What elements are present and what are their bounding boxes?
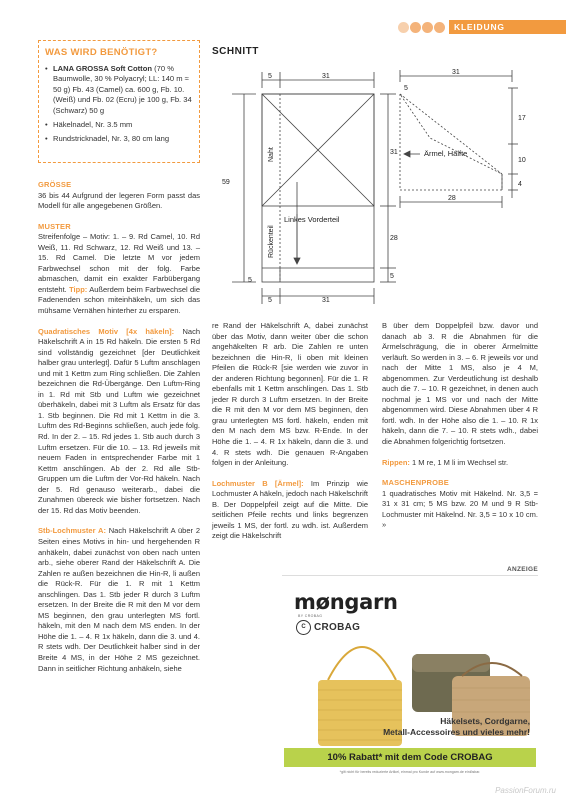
maschen-title: MASCHENPROBE <box>382 478 449 488</box>
col3-paragraph: B über dem Doppelpfeil bzw. davor und danach ab 3. R die Abnahmen für die Ärmelschrägung, die in oberer Ärmelmitte verläuft. So werden in 3. – 6. R jeweils vor und nach der Mitte 1 MS, also je 4 M, abgenommen. Zur Verdeutlichung ist deshalb auch die 7. – 10. R gezeichnet, in denen auch nochmal je 1 MS vor und nach der Mitte abgenommen wird. Diese Abnahmen über 4 R fortl. wdh. In der Höhe also die 1. – 10. R 1x häkeln, dann die 7. – 10. R stets wdh., dabei die Abnahmen folgerichtig fortsetzen. <box>382 321 538 447</box>
schnitt-diagram <box>212 62 530 312</box>
dim-label: 4 <box>518 181 522 188</box>
dim-label: 5 <box>268 297 272 304</box>
page-dot <box>398 22 409 33</box>
tipp-text: Außerdem beim Farbwechsel die Fadenenden schon miteinhäkeln, um sich das mühsame Vernähen hinterher zu ersparen. <box>38 284 200 316</box>
dim-label: 5 <box>268 73 272 80</box>
watermark: PassionForum.ru <box>495 786 556 795</box>
rippen-text: 1 M re, 1 M li im Wechsel str. <box>409 457 509 467</box>
seam-label: Naht <box>268 147 275 162</box>
garment-outline <box>262 94 374 282</box>
dim-label: 5 <box>404 85 408 92</box>
rippen-label: Rippen: <box>382 457 410 467</box>
ad-brand-sub: BY CROBAG <box>298 614 323 618</box>
materials-item-text: Häkelnadel, Nr. 3.5 mm <box>53 120 133 130</box>
bag-handle <box>328 647 396 680</box>
schnitt-title: SCHNITT <box>212 46 259 57</box>
dim-label: 28 <box>448 195 456 202</box>
tipp-label: Tipp: <box>69 284 88 294</box>
dim-label: 59 <box>222 179 230 186</box>
page-dot <box>410 22 421 33</box>
advertisement[interactable] <box>282 575 538 780</box>
ad-fineprint: *gilt nicht für bereits reduzierte Artikel, einmal pro Kunde auf www.mongarn.de einlösbar. <box>339 770 481 774</box>
groesse-section <box>38 180 200 212</box>
lochb-title: Lochmuster B [Ärmel]: <box>212 478 304 488</box>
maschenprobe-section <box>382 478 538 531</box>
stbl-text: Nach Häkelschrift A über 2 Seiten eines Motivs in hin- und hergehenden R anhäkeln, dabei zunächst von oben nach unten arb., siehe oberer Rand der Häkelschrift A. Die Zahlen re außen bezeichnen die Hin-R, li außen die Rück-R. Für die 1. R mit 1 Kettm anschlingen. Das 1. Stb jeder R durch 3 Luftm ersetzen. In der Breite die R mit den M vor dem MS beginnen, den grau unterlegten MS fortl. häkeln, mit den M nach dem MS enden. In der Höhe die 1. – 4. R 1x häkeln, dann die 3. und 4. R stets wdh. Der Deutlichkeit halber sind in der Breite 4 MS, in der Höhe 2 MS gezeichnet. Dann in seitlicher Richtung anhäkeln, siehe <box>38 526 200 673</box>
materials-title: WAS WIRD BENÖTIGT? <box>45 47 158 58</box>
maschen-text: 1 quadratisches Motiv mit Häkelnd. Nr. 3,5 = 31 x 31 cm; 5 MS bzw. 20 M und 9 R Stb-Lochmuster mit Häkelnd. Nr. 3,5 = 10 x 10 cm. » <box>382 488 538 530</box>
sleeve-slope <box>400 94 502 174</box>
arrow-head <box>404 151 410 157</box>
lochmuster-b-section <box>212 479 368 542</box>
crobag-logo-icon: C <box>296 620 311 635</box>
materials-item-text: Rundstricknadel, Nr. 3, 80 cm lang <box>53 134 170 144</box>
page-dots <box>398 22 445 33</box>
back-label: Rückenteil <box>268 225 275 258</box>
grey-bag-flap <box>412 654 490 672</box>
sleeve-label: Ärmel, Hälfte <box>424 149 468 158</box>
dim-label: 31 <box>322 73 330 80</box>
sleeve-outline <box>400 94 502 190</box>
page-header <box>398 20 566 34</box>
page-dot <box>434 22 445 33</box>
muster-text: Streifenfolge – Motiv: 1. – 9. Rd Camel, 10. Rd Weiß, 11. Rd Schwarz, 12. Rd Weiß und 13. – 15. Rd Camel. Die letzte M vor jedem Farbwechsel schon mit der folg. Farbe abmaschen, damit ein exakter Farbübergang entsteht. <box>38 232 200 294</box>
ad-tagline <box>383 716 530 738</box>
ad-tagline-line: Häkelsets, Cordgarne, <box>440 716 530 726</box>
arrow-head <box>294 258 300 264</box>
text-column-3 <box>382 321 538 541</box>
anzeige-label: ANZEIGE <box>507 566 538 573</box>
text-column-1 <box>38 180 200 684</box>
dim-label: 5 <box>248 277 252 284</box>
rippen-section <box>382 458 538 469</box>
materials-box <box>38 40 200 163</box>
dim-label: 31 <box>452 69 460 76</box>
stbl-title: Stb-Lochmuster A: <box>38 526 106 536</box>
ad-brand-logo: møngarn <box>294 590 398 614</box>
schnitt-svg <box>212 62 530 312</box>
col2-paragraph: re Rand der Häkelschrift A, dabei zunächst über das Motiv, dann weiter über die schon angehäkelten R arb. Die Zahlen re unten bezeichnen die Hin-R, li oben mit kleinen Pfeilen die Rück-R [sie werden wie zuvor in der anderen Richtung begonnen]. Für die 1. R ebenfalls mit 1 Kettm anschlingen. Das 1. Stb jeder R durch 3 Luftm ersetzen. In der Breite die R mit den M vor dem MS beginnen, den grau unterlegten MS fortl. häkeln, enden mit den M nach dem MS bzw. R-Ende. In der Höhe die 1. – 4. R 1x häkeln, dann die 3. und 4. R stets wdh. Die genauen R-Angaben folgen in der Anleitung. <box>212 321 368 468</box>
ad-tagline-line: Metall-Accessoires und vieles mehr! <box>383 727 530 737</box>
dim-label: 17 <box>518 115 526 122</box>
dim-label: 31 <box>390 149 398 156</box>
materials-item <box>45 64 193 116</box>
dim-label: 10 <box>518 157 526 164</box>
quad-title: Quadratisches Motiv [4x häkeln]: <box>38 326 175 336</box>
quad-text: Nach Häkelschrift A in 15 Rd häkeln. Die ersten 5 Rd sind vollständig gezeichnet [der Deutlichkeit halber grau unterlegt]. Dafür 5 Luftm anschlagen und mit 1 Kettm zum Ring schließen. Die Zahlen bezeichnen die Rd-Übergänge. Den Luftm-Ring in 1. Rd mit Stb und Luftm wie gezeichnet überhäkeln, dabei mit 3 Luftm als Ersatz für das 1. Stb beginnen. Die Rd mit 1 Kettm in die 3. Luftm des Rd-Beginns schließen, auch jede folg. Rd. In der 2. – 15. Rd jedes 1. Stb auch durch 3 Luftm ersetzen. Für die 10. – 13. Rd jeweils mit neuem Faden in entsprechender Farbe mit 1 Kettm anschlingen. Ab der 2. Rd alle Stb-Gruppen um die Luftm der Vor-Rd häkeln. Nach der 5. Rd genauso weiterarb., dabei die Zunahmen übereck wie bisher fortsetzen. Nach der 15. Rd das Motiv beenden. <box>38 326 200 515</box>
materials-item-bold: LANA GROSSA Soft Cotton <box>53 64 152 73</box>
dim-label: 5 <box>390 273 394 280</box>
muster-title: MUSTER <box>38 221 71 231</box>
materials-item <box>45 120 193 130</box>
stb-lochmuster-section <box>38 526 200 674</box>
quadratisches-motiv-section <box>38 327 200 517</box>
ad-crobag-text: CROBAG <box>314 622 361 633</box>
dim-label: 28 <box>390 235 398 242</box>
page-dot <box>422 22 433 33</box>
materials-item-text: (70 % Baumwolle, 30 % Polyacryl; LL: 140 m ≈ 50 g) Fb. 43 (Camel) ca. 600 g, Fb. 10. (Weiß) und Fb. 02 (Ecru) je 100 g, Fb. 34 (Schwarz) 50 g <box>53 64 192 115</box>
groesse-title: GRÖSSE <box>38 180 72 189</box>
materials-list <box>45 64 193 145</box>
dim-label: 31 <box>322 297 330 304</box>
materials-item <box>45 134 193 144</box>
text-column-2 <box>212 321 368 552</box>
front-label: Linkes Vorderteil <box>284 215 340 224</box>
category-tab: KLEIDUNG <box>449 20 566 34</box>
muster-section <box>38 222 200 317</box>
ad-discount-banner[interactable]: 10% Rabatt* mit dem Code CROBAG <box>284 748 536 767</box>
groesse-text: 36 bis 44 Aufgrund der legeren Form passt das Modell für alle angegebenen Größen. <box>38 190 200 211</box>
lochb-text: Im Prinzip wie Lochmuster A häkeln, jedoch nach Häkelschrift B. Der Doppelpfeil zeigt auf die Mitte. Die seitlichen Pfeile rechts und links begrenzen jeweils 1 MS, der fortl. zu wdh. ist. Außerdem zeigt die Häkelschrift <box>212 478 368 541</box>
